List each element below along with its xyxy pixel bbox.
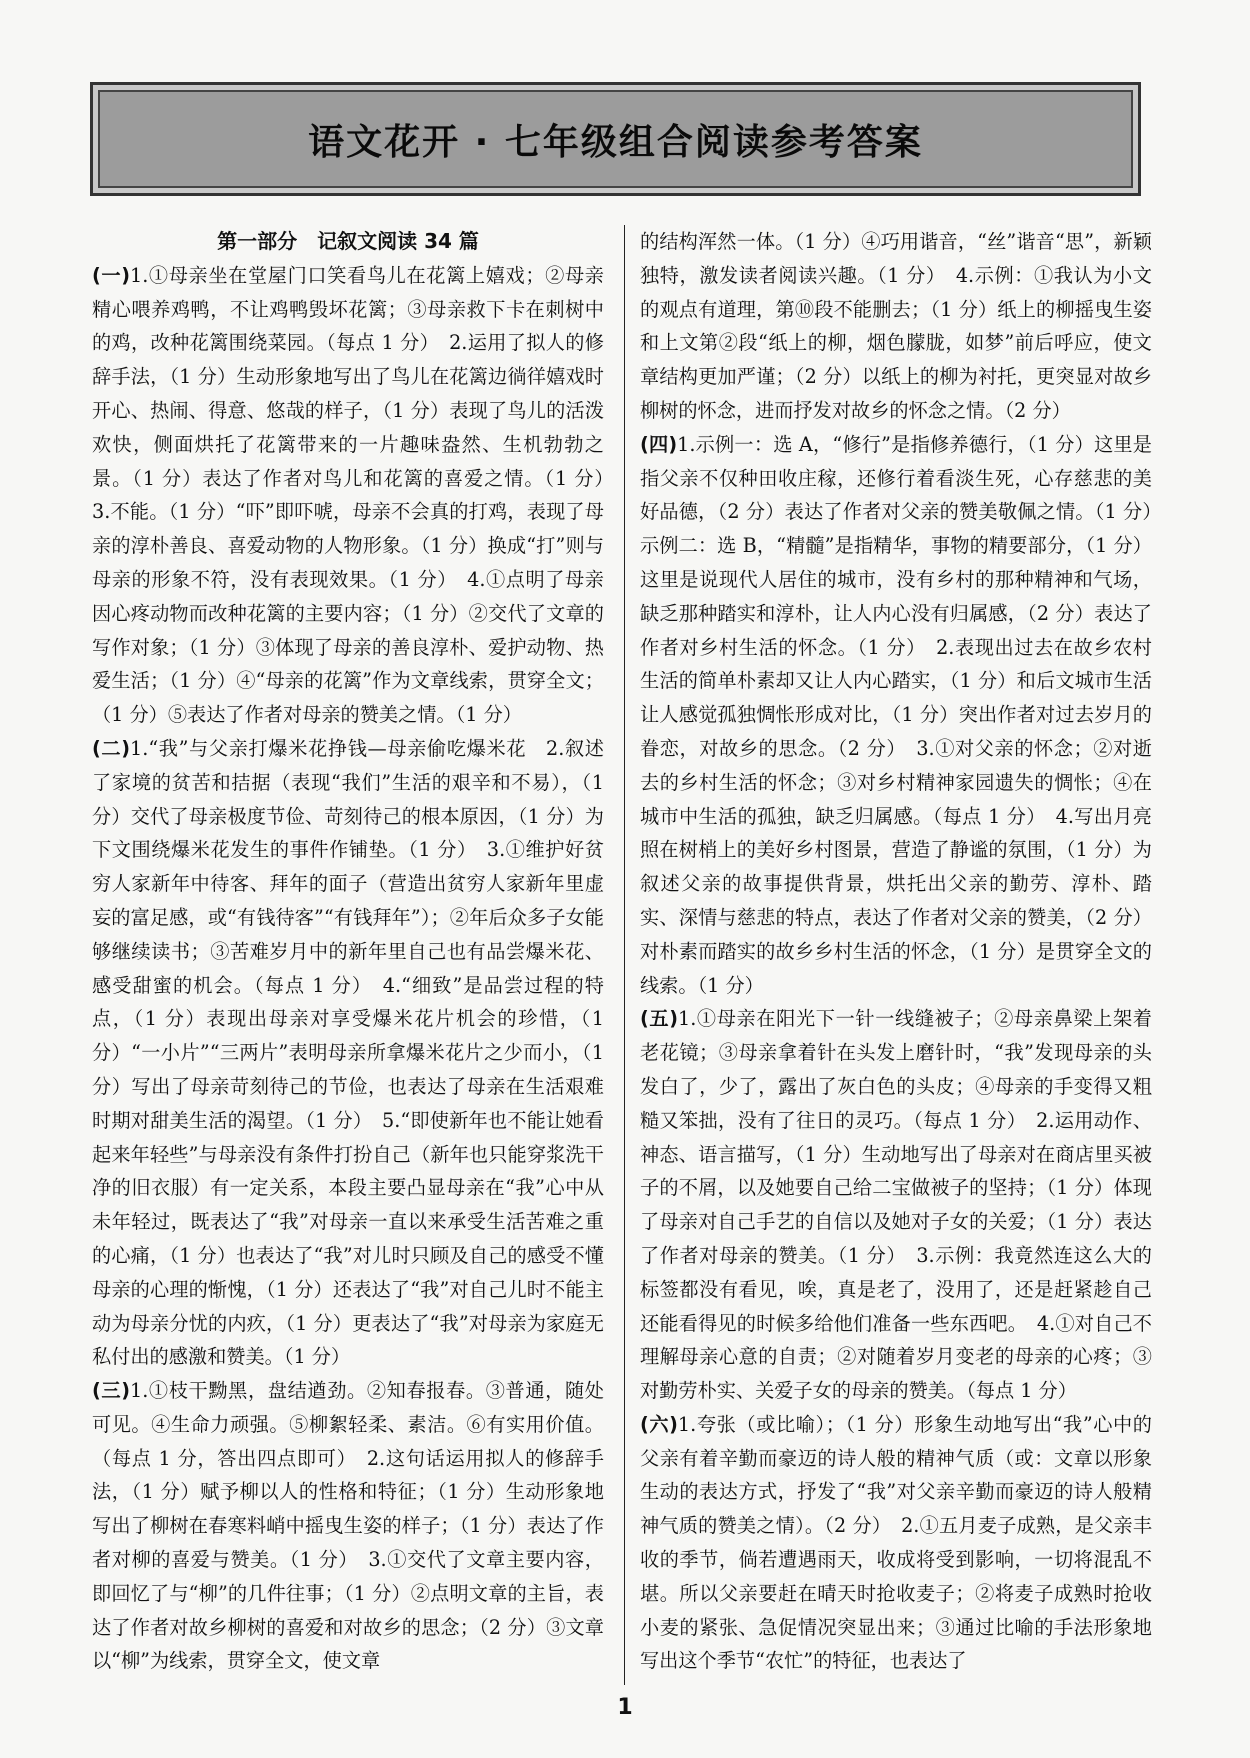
answer-text: 1.①枝干黝黑，盘结遒劲。②知春报春。③普通，随处可见。④生命力顽强。⑤柳絮轻柔、素洁。⑥有实用价值。（每点 1 分，答出四点即可） 2.这句话运用拟人的修辞手法，（1 分）赋予柳以人的性格和特征；（1 分）生动形象地写出了柳树在春寒料峭中摇曳生姿的样子；（1 分）表达了作者对柳的喜爱与赞美。（1 分） 3.①交代了文章主要内容，即回忆了与“柳”的几件往事；（1 分）②点明文章的主旨，表达了作者对故乡柳树的喜爱和对故乡的思念；（2 分）③文章以“柳”为线索，贯穿全文，使文章 — [92, 1379, 604, 1673]
page-number: 1 — [617, 1695, 633, 1720]
page-title: 语文花开 · 七年级组合阅读参考答案 — [308, 121, 923, 163]
section-label: (三) — [92, 1379, 130, 1403]
right-column — [640, 225, 1172, 1678]
answer-paragraph — [640, 1002, 1152, 1408]
section-label: (四) — [640, 432, 678, 456]
section-label: (一) — [92, 263, 130, 287]
part-title: 第一部分 记叙文阅读 34 篇 — [217, 229, 479, 253]
answer-text: 1.①母亲在阳光下一针一线缝被子；②母亲鼻梁上架着老花镜；③母亲拿着针在头发上磨针时，“我”发现母亲的头发白了，少了，露出了灰白色的头皮；④母亲的手变得又粗糙又笨拙，没有了往日的灵巧。（每点 1 分） 2.运用动作、神态、语言描写，（1 分）生动地写出了母亲对在商店里买被子的不屑，以及她要自己给二宝做被子的坚持；（1 分）体现了母亲对自己手艺的自信以及她对子女的关爱；（1 分）表达了作者对母亲的赞美。（1 分） 3.示例：我竟然连这么大的标签都没有看见，唉，真是老了，没用了，还是赶紧趁自己还能看得见的时候多给他们准备一些东西吧。 4.①对自己不理解母亲心意的自责；②对随着岁月变老的母亲的心疼；③对勤劳朴实、关爱子女的母亲的赞美。（每点 1 分） — [640, 1007, 1152, 1403]
answer-paragraph — [640, 428, 1172, 1003]
title-banner — [90, 82, 1141, 196]
answer-text: 1.夸张（或比喻）；（1 分）形象生动地写出“我”心中的父亲有着辛勤而豪迈的诗人般的精神气质（或：文章以形象生动的表达方式，抒发了“我”对父亲辛勤而豪迈的诗人般精神气质的赞美之情）。（2 分） 2.①五月麦子成熟，是父亲丰收的季节，倘若遭遇雨天，收成将受到影响，一切将混乱不堪。所以父亲要赶在晴天时抢收麦子；②将麦子成熟时抢收小麦的紧张、急促情况突显出来；③通过比喻的手法形象地写出这个季节“农忙”的特征，也表达了 — [640, 1412, 1152, 1673]
answer-text: 1.“我”与父亲打爆米花挣钱—母亲偷吃爆米花 2.叙述了家境的贫苦和拮据（表现“我们”生活的艰辛和不易），（1 分）交代了母亲极度节俭、苛刻待己的根本原因，（1 分）为下文围绕爆米花发生的事件作铺垫。（1 分） 3.①维护好贫穷人家新年中待客、拜年的面子（营造出贫穷人家新年里虚妄的富足感，或“有钱待客”“有钱拜年”）；②年后众多子女能够继续读书；③苦难岁月中的新年里自己也有品尝爆米花、感受甜蜜的机会。（每点 1 分） 4.“细致”是品尝过程的特点，（1 分）表现出母亲对享受爆米花片机会的珍惜，（1 分）“一小片”“三两片”表明母亲所拿爆米花片之少而小，（1 分）写出了母亲苛刻待己的节俭，也表达了母亲在生活艰难时期对甜美生活的渴望。（1 分） 5.“即使新年也不能让她看起来年轻些”与母亲没有条件打扮自己（新年也只能穿浆洗干净的旧衣服）有一定关系，本段主要凸显母亲在“我”心中从未年轻过，既表达了“我”对母亲一直以来承受生活苦难之重的心痛，（1 分）也表达了“我”对儿时只顾及自己的感受不懂母亲的心理的惭愧，（1 分）还表达了“我”对自己儿时不能主动为母亲分忧的内疚，（1 分）更表达了“我”对母亲为家庭无私付出的感激和赞美。（1 分） — [92, 736, 604, 1369]
answer-text: 的结构浑然一体。（1 分）④巧用谐音，“丝”谐音“思”，新颖独特，激发读者阅读兴趣。（1 分） 4.示例：①我认为小文的观点有道理，第⑩段不能删去；（1 分）纸上的柳摇曳生姿和上文第②段“纸上的柳，烟色朦胧，如梦”前后呼应，使文章结构更加严谨；（2 分）以纸上的柳为衬托，更突显对故乡柳树的怀念，进而抒发对故乡的怀念之情。（2 分） — [640, 230, 1152, 422]
left-column — [92, 225, 624, 1678]
answer-text: 1.示例一：选 A，“修行”是指修养德行，（1 分）这里是指父亲不仅种田收庄稼，还修行着看淡生死，心存慈悲的美好品德，（2 分）表达了作者对父亲的赞美敬佩之情。（1 分） 示例二：选 B，“精髓”是指精华，事物的精要部分，（1 分）这里是说现代人居住的城市，没有乡村的那种精神和气场，缺乏那种踏实和淳朴，让人内心没有归属感，（2 分）表达了作者对乡村生活的怀念。（1 分） 2.表现出过去在故乡农村生活的简单朴素却又让人内心踏实，（1 分）和后文城市生活让人感觉孤独惆怅形成对比，（1 分）突出作者对过去岁月的眷恋，对故乡的思念。（2 分） 3.①对父亲的怀念；②对逝去的乡村生活的怀念；③对乡村精神家园遗失的惆怅；④在城市中生活的孤独，缺乏归属感。（每点 1 分） 4.写出月亮照在树梢上的美好乡村图景，营造了静谧的氛围，（1 分）为叙述父亲的故事提供背景，烘托出父亲的勤劳、淳朴、踏实、深情与慈悲的特点，表达了作者对父亲的赞美，（2 分）对朴素而踏实的故乡乡村生活的怀念，（1 分）是贯穿全文的线索。（1 分） — [640, 432, 1172, 997]
column-divider — [624, 225, 625, 1685]
answer-paragraph — [640, 1408, 1152, 1678]
answer-paragraph — [92, 1374, 604, 1678]
answer-paragraph — [640, 225, 1152, 428]
section-label: (五) — [640, 1007, 678, 1031]
answer-paragraph — [92, 259, 624, 732]
section-label: (六) — [640, 1412, 678, 1436]
answer-paragraph — [92, 732, 604, 1374]
section-label: (二) — [92, 736, 131, 760]
answer-text: 1.①母亲坐在堂屋门口笑看鸟儿在花篱上嬉戏；②母亲精心喂养鸡鸭，不让鸡鸭毁坏花篱；③母亲救下卡在刺树中的鸡，改种花篱围绕菜园。（每点 1 分） 2.运用了拟人的修辞手法，（1 分）生动形象地写出了鸟儿在花篱边徜徉嬉戏时开心、热闹、得意、悠哉的样子，（1 分）表现了鸟儿的活泼欢快，侧面烘托了花篱带来的一片趣味盎然、生机勃勃之景。（1 分）表达了作者对鸟儿和花篱的喜爱之情。（1 分） 3.不能。（1 分）“吓”即吓唬，母亲不会真的打鸡，表现了母亲的淳朴善良、喜爱动物的人物形象。（1 分）换成“打”则与母亲的形象不符，没有表现效果。（1 分） 4.①点明了母亲因心疼动物而改种花篱的主要内容；（1 分）②交代了文章的写作对象；（1 分）③体现了母亲的善良淳朴、爱护动物、热爱生活；（1 分）④“母亲的花篱”作为文章线索，贯穿全文；（1 分）⑤表达了作者对母亲的赞美之情。（1 分） — [92, 263, 624, 727]
